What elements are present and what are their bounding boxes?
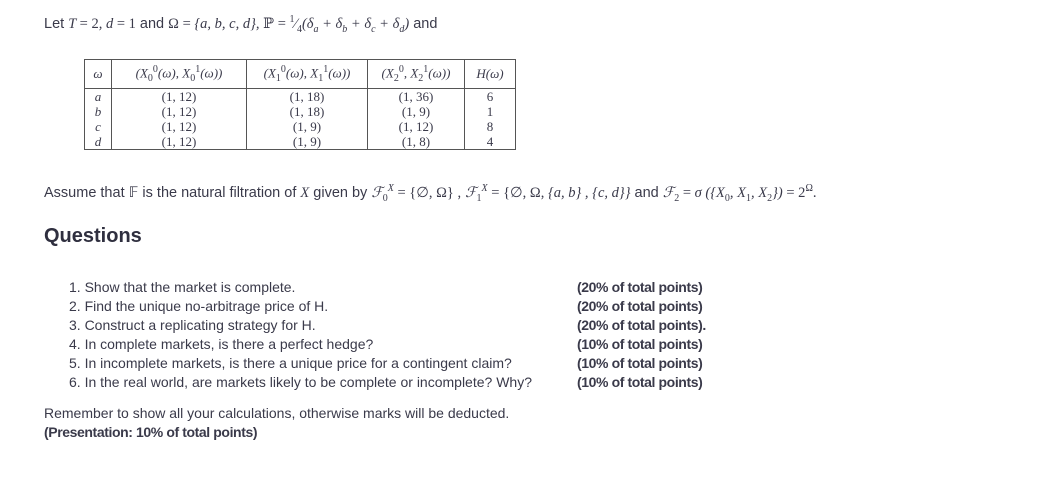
header-h: H(ω): [465, 60, 516, 89]
question-points: (10% of total points): [577, 336, 703, 352]
question-item: 2. Find the unique no-arbitrage price of H.: [69, 298, 329, 314]
intro-omega-def: Ω = {a, b, c, d}, ℙ = $^1⁄_4(\delta_a + \delta_b + \delta_c + \delta_d)$: [168, 14, 410, 35]
questions-heading: Questions: [44, 225, 142, 247]
cell-t0: (1, 12): [112, 104, 247, 119]
question-item: 6. In the real world, are markets likely to be complete or incomplete? Why?: [69, 374, 532, 390]
cell-t0: (1, 12): [112, 88, 247, 104]
cell-t2: (1, 9): [368, 104, 465, 119]
cell-h: 8: [465, 119, 516, 134]
cell-omega: b: [85, 104, 112, 119]
filtration-given: given by: [313, 184, 368, 201]
cell-t1: (1, 18): [247, 88, 368, 104]
remember-note: Remember to show all your calculations, otherwise marks will be deducted.: [44, 405, 510, 421]
cell-t0: (1, 12): [112, 134, 247, 150]
cell-h: 6: [465, 88, 516, 104]
cell-omega: c: [85, 119, 112, 134]
intro-line: [44, 14, 437, 35]
cell-t1: (1, 9): [247, 134, 368, 150]
intro-let: Let: [44, 15, 65, 32]
cell-omega: d: [85, 134, 112, 150]
question-item: 4. In complete markets, is there a perfect hedge?: [69, 336, 374, 352]
intro-params: T = 2, d = 1: [68, 15, 136, 32]
filtration-x: X: [300, 184, 310, 201]
points-column: [577, 278, 706, 392]
questions-list: [69, 278, 532, 392]
cell-t0: (1, 12): [112, 119, 247, 134]
intro-and-2: and: [413, 15, 438, 32]
question-points: (20% of total points).: [577, 317, 706, 333]
cell-t2: (1, 8): [368, 134, 465, 150]
header-t0: ($X_0^0(\omega)$, $X_0^1(\omega)$): [112, 60, 247, 89]
filtration-line: [44, 183, 817, 204]
question-points: (20% of total points): [577, 298, 703, 314]
filtration-f2: ℱ$_2$ = σ ({$X_0$, $X_1$, $X_2\}) = 2^\Omega$.: [662, 183, 817, 204]
cell-h: 4: [465, 134, 516, 150]
header-t2: ($X_2^0$, $X_2^1(\omega)$): [368, 60, 465, 89]
cell-h: 1: [465, 104, 516, 119]
question-points: (10% of total points): [577, 374, 703, 390]
filtration-and: and: [634, 184, 659, 201]
table-row: [85, 104, 516, 119]
filtration-lead: Assume that 𝔽 is the natural filtration of: [44, 184, 297, 201]
payoff-table: [84, 59, 516, 150]
header-t1: ($X_1^0(\omega)$, $X_1^1(\omega)$): [247, 60, 368, 89]
question-points: (20% of total points): [577, 279, 703, 295]
question-item: 3. Construct a replicating strategy for H.: [69, 317, 316, 333]
filtration-f0: ℱ$_0^X$ = {∅, Ω} ,: [371, 183, 462, 204]
table-row: [85, 134, 516, 150]
question-item: 5. In incomplete markets, is there a unique price for a contingent claim?: [69, 355, 512, 371]
header-omega: ω: [85, 60, 112, 89]
cell-omega: a: [85, 88, 112, 104]
cell-t1: (1, 9): [247, 119, 368, 134]
cell-t2: (1, 12): [368, 119, 465, 134]
cell-t2: (1, 36): [368, 88, 465, 104]
intro-and: and: [139, 15, 165, 32]
filtration-f1: ℱ$_1^X$ = {∅, Ω, {a, b} , {c, d}}: [465, 183, 631, 204]
question-points: (10% of total points): [577, 355, 703, 371]
table-row: [85, 88, 516, 104]
cell-t1: (1, 18): [247, 104, 368, 119]
table-header-row: [85, 60, 516, 89]
presentation-points: (Presentation: 10% of total points): [44, 424, 258, 440]
table-row: [85, 119, 516, 134]
question-item: 1. Show that the market is complete.: [69, 279, 296, 295]
